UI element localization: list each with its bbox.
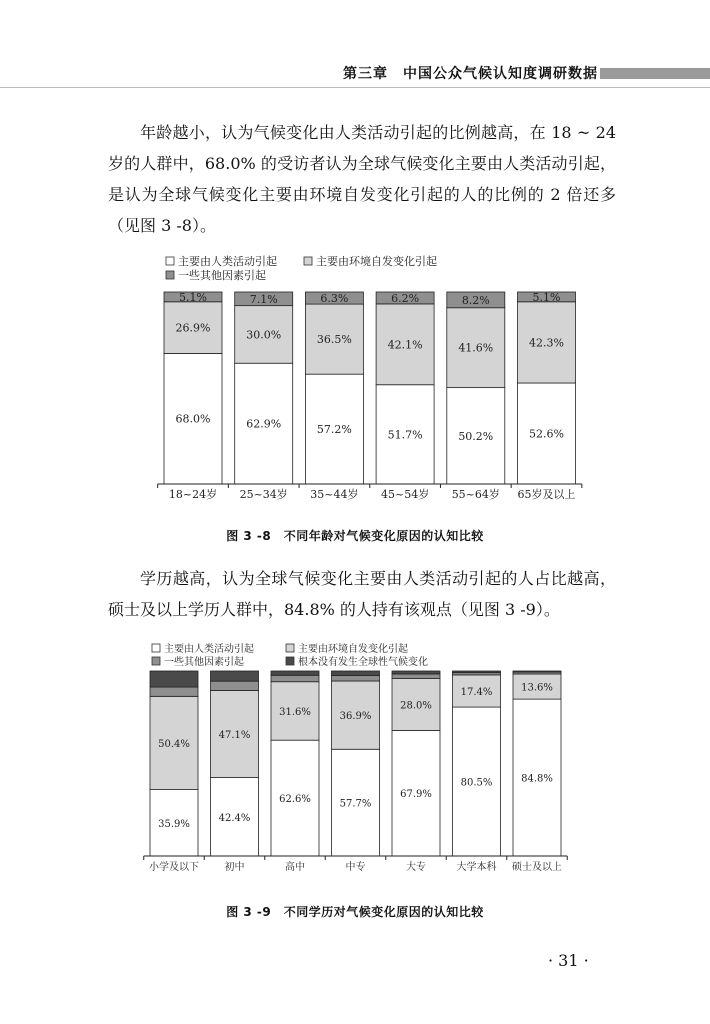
legend-swatch (286, 644, 294, 652)
data-label: 5.1% (532, 290, 561, 304)
bar-segment (453, 671, 501, 673)
data-label: 28.0% (400, 700, 432, 712)
page-header (0, 62, 710, 86)
bar-segment (271, 675, 319, 681)
data-label: 57.2% (316, 423, 352, 437)
bar-segment (271, 671, 319, 675)
figure-3-9-caption: 图 3 -9 不同学历对气候变化原因的认知比较 (226, 905, 484, 919)
data-label: 62.6% (279, 794, 311, 806)
data-label: 6.3% (320, 292, 349, 306)
x-tick-label: 55~64岁 (451, 488, 500, 501)
bar-segment (150, 671, 198, 687)
data-label: 5.1% (179, 290, 207, 304)
x-tick-label: 大专 (406, 862, 426, 873)
data-label: 51.7% (387, 428, 423, 442)
data-label: 50.2% (458, 429, 494, 443)
paragraph-age: 年龄越小，认为气候变化由人类活动引起的比例越高，在 18 ~ 24 岁的人群中，68.0% 的受访者认为全球气候变化主要由人类活动引起，是认为全球气候变化主要由环境自发变化引起的人的比例的 2 倍还多（见图 3 -8）。 (108, 123, 616, 235)
data-label: 7.1% (249, 292, 278, 306)
x-tick-label: 小学及以下 (149, 862, 199, 873)
x-tick-label: 45~54岁 (380, 488, 430, 501)
age-stacked-bar-chart (0, 248, 710, 510)
header-accent-bar (600, 68, 710, 79)
bar-segment (332, 675, 380, 681)
data-label: 50.4% (158, 738, 190, 750)
x-tick-label: 35~44岁 (310, 488, 359, 501)
data-label: 84.8% (521, 773, 553, 785)
bar-segment (332, 671, 380, 675)
x-tick-label: 初中 (224, 862, 245, 873)
education-stacked-bar-chart (0, 640, 710, 880)
data-label: 17.4% (460, 686, 493, 698)
data-label: 47.1% (218, 729, 251, 741)
x-tick-label: 中专 (345, 862, 366, 873)
bar-segment (211, 671, 259, 681)
data-label: 52.6% (529, 427, 564, 441)
data-label: 42.1% (387, 338, 423, 352)
bar-segment (392, 671, 440, 674)
x-tick-label: 18~24岁 (168, 488, 218, 501)
legend-label: 主要由人类活动引起 (178, 255, 277, 268)
data-label: 68.0% (175, 412, 211, 426)
data-label: 36.9% (339, 711, 372, 723)
figure-3-8-caption: 图 3 -8 不同年龄对气候变化原因的认知比较 (226, 529, 484, 543)
bar-segment (513, 671, 561, 672)
legend-label: 根本没有发生全球性气候变化 (298, 657, 428, 668)
legend-swatch (152, 644, 160, 652)
legend-swatch (304, 257, 312, 265)
bar-segment (150, 687, 198, 696)
legend-swatch (152, 657, 160, 665)
data-label: 13.6% (521, 682, 553, 694)
data-label: 36.5% (316, 333, 352, 347)
x-tick-label: 硕士及以上 (512, 862, 562, 873)
page-number: · 31 · (548, 951, 589, 970)
data-label: 62.9% (246, 417, 282, 431)
legend-label: 一些其他因素引起 (178, 269, 266, 282)
header-divider (0, 87, 710, 88)
paragraph-education: 学历越高，认为全球气候变化主要由人类活动引起的人占比越高，硕士及以上学历人群中，84.8% 的人持有该观点（见图 3 -9）。 (108, 569, 616, 619)
data-label: 42.3% (529, 336, 564, 350)
legend-swatch (166, 271, 174, 279)
data-label: 30.0% (246, 328, 282, 342)
data-label: 42.4% (218, 812, 251, 824)
data-label: 41.6% (458, 341, 494, 355)
x-tick-label: 大学本科 (456, 862, 497, 873)
data-label: 8.2% (461, 293, 490, 307)
data-label: 57.7% (339, 798, 372, 810)
data-label: 31.6% (279, 706, 311, 718)
bar-segment (211, 681, 259, 690)
legend-label: 主要由环境自发变化引起 (316, 255, 437, 268)
legend-swatch (166, 257, 174, 265)
legend-swatch (286, 657, 294, 665)
x-tick-label: 65岁及以上 (517, 488, 576, 501)
x-tick-label: 高中 (285, 862, 305, 873)
data-label: 26.9% (175, 321, 211, 335)
data-label: 6.2% (391, 291, 420, 305)
legend-label: 主要由环境自发变化引起 (298, 644, 408, 655)
legend-label: 一些其他因素引起 (164, 657, 244, 668)
legend-label: 主要由人类活动引起 (164, 644, 254, 655)
bar-segment (392, 674, 440, 679)
data-label: 67.9% (400, 789, 432, 801)
chapter-title: 第三章 中国公众气候认知度调研数据 (343, 66, 598, 82)
data-label: 80.5% (460, 777, 493, 789)
x-tick-label: 25~34岁 (239, 488, 288, 501)
data-label: 35.9% (158, 818, 190, 830)
